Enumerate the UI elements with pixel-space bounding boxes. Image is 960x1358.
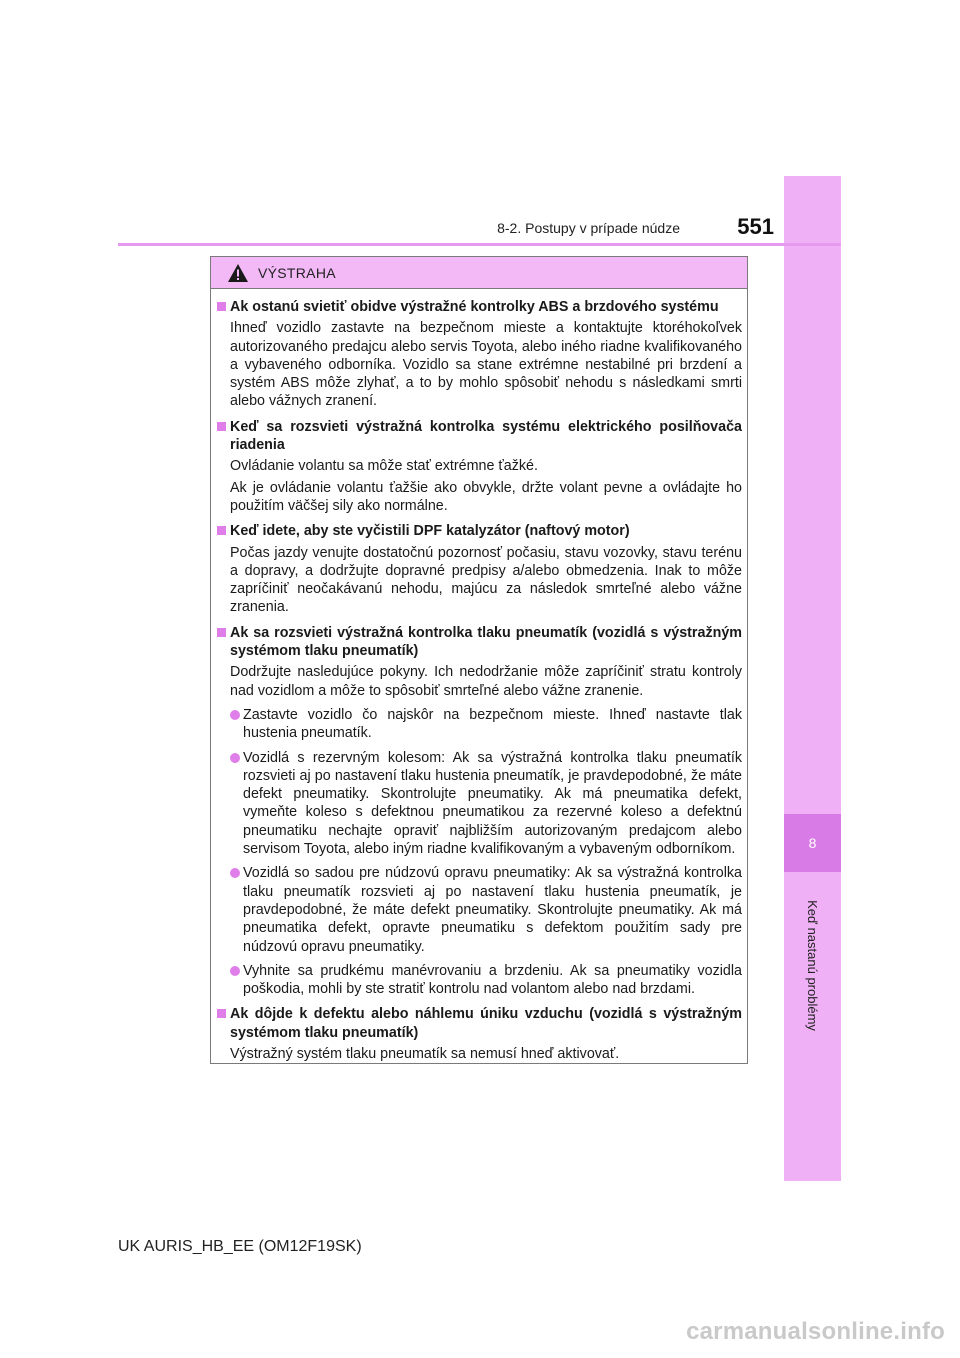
chapter-number-tab[interactable]: 8 bbox=[784, 814, 841, 872]
bullet-item bbox=[217, 864, 742, 955]
warning-section bbox=[217, 418, 742, 515]
circle-bullet-icon bbox=[230, 710, 240, 720]
warning-header bbox=[211, 257, 747, 289]
document-code: UK AURIS_HB_EE (OM12F19SK) bbox=[118, 1238, 362, 1255]
circle-bullet-icon bbox=[230, 753, 240, 763]
bullet-item bbox=[217, 706, 742, 743]
page-number: 551 bbox=[737, 214, 774, 239]
bullet-item bbox=[217, 962, 742, 999]
warning-section bbox=[217, 298, 742, 411]
header-rule bbox=[118, 243, 841, 246]
section-title bbox=[217, 298, 742, 316]
section-paragraph: Ihneď vozidlo zastavte na bezpečnom mieste a kontaktujte ktoréhokoľvek autorizovaného predajcu alebo servis Toyota, alebo iného riadne kvalifikovaného a vybaveného odborníka. Vozidlo sa stane extrémne nestabilné pri brzdení a systém ABS môže zlyhať, a to by mohlo spôsobiť nehodu s následkami smrti alebo vážnych zranení. bbox=[230, 320, 742, 410]
watermark: carmanualsonline.info bbox=[686, 1318, 945, 1345]
section-title-text: Ak ostanú svietiť obidve výstražné kontrolky ABS a brzdového systému bbox=[230, 299, 719, 315]
warning-section bbox=[217, 624, 742, 999]
square-bullet-icon bbox=[217, 1009, 226, 1018]
square-bullet-icon bbox=[217, 422, 226, 431]
header-section-title: 8-2. Postupy v prípade núdze bbox=[497, 220, 680, 236]
section-title bbox=[217, 522, 742, 540]
bullet-text: Vyhnite sa prudkému manévrovaniu a brzdeniu. Ak sa pneumatiky vozidla poškodia, mohli by ste stratiť kontrolu nad volantom alebo nad brzdami. bbox=[243, 962, 742, 998]
section-title-text: Keď idete, aby ste vyčistili DPF katalyzátor (naftový motor) bbox=[230, 523, 630, 540]
bullet-text: Vozidlá s rezervným kolesom: Ak sa výstražná kontrolka tlaku pneumatík rozsvieti aj po nastavení tlaku hustenia pneumatík, je pravdepodobné, že máte defekt pneumatiky. Skontrolujte pneumatiky. Ak má pneumatika defekt, vymeňte koleso s defektnou pneumatikou za rezervné koleso a defektnú pneumatiku nechajte opraviť najbližším autorizovaným predajcom alebo servisom Toyota, alebo iným riadne kvalifikovaným a vybaveným odborníkom. bbox=[243, 749, 742, 858]
chapter-title-tab bbox=[784, 880, 841, 1050]
warning-triangle-icon bbox=[227, 263, 249, 283]
section-title-text: Ak sa rozsvieti výstražná kontrolka tlaku pneumatík (vozidlá s výstražným systémom tlaku pneumatík) bbox=[230, 624, 742, 660]
section-title bbox=[217, 418, 742, 455]
section-title-text: Ak dôjde k defektu alebo náhlemu úniku vzduchu (vozidlá s výstražným systémom tlaku pneumatík) bbox=[230, 1006, 742, 1041]
section-paragraph: Výstražný systém tlaku pneumatík sa nemusí hneď aktivovať. bbox=[230, 1045, 620, 1062]
square-bullet-icon bbox=[217, 628, 226, 637]
warning-box bbox=[210, 256, 748, 1064]
bullet-text: Vozidlá so sadou pre núdzovú opravu pneumatiky: Ak sa výstražná kontrolka tlaku pneumatík rozsvieti aj po nastavení tlaku hustenia pneumatík, je pravdepodobné, že máte defekt pneumatiky. Skontrolujte pneumatiky. Ak má pneumatika defekt, opravte pneumatiku s defektom použitím sady pre núdzovú opravu pneumatiky. bbox=[243, 865, 742, 955]
circle-bullet-icon bbox=[230, 966, 240, 976]
chapter-title: Keď nastanú problémy bbox=[805, 899, 821, 1031]
bullet-item bbox=[217, 749, 742, 859]
warning-body bbox=[211, 289, 747, 1063]
section-paragraph: Počas jazdy venujte dostatočnú pozornosť počasiu, stavu vozovky, stavu terénu a dopravy, a dodržujte dopravné predpisy a/alebo obmedzenia. Inak to môže zapríčiniť neočakávanú nehodu, majúcu za následok smrteľné alebo vážne zranenia. bbox=[230, 544, 742, 616]
square-bullet-icon bbox=[217, 526, 226, 535]
warning-section bbox=[217, 1005, 742, 1063]
section-title bbox=[217, 1005, 742, 1042]
section-title bbox=[217, 624, 742, 661]
section-title-text: Keď sa rozsvieti výstražná kontrolka systému elektrického posilňovača riadenia bbox=[230, 418, 742, 454]
circle-bullet-icon bbox=[230, 868, 240, 878]
section-paragraph: Ak je ovládanie volantu ťažšie ako obvykle, držte volant pevne a ovládajte ho použitím väčšej sily ako normálne. bbox=[230, 479, 742, 514]
section-paragraph: Dodržujte nasledujúce pokyny. Ich nedodržanie môže zapríčiniť stratu kontroly nad vozidlom a môže to spôsobiť smrteľné alebo vážne zranenie. bbox=[230, 664, 742, 699]
section-paragraph: Ovládanie volantu sa môže stať extrémne ťažké. bbox=[230, 458, 538, 475]
warning-label: VÝSTRAHA bbox=[258, 264, 336, 281]
warning-section bbox=[217, 522, 742, 616]
square-bullet-icon bbox=[217, 302, 226, 311]
bullet-text: Zastavte vozidlo čo najskôr na bezpečnom mieste. Ihneď nastavte tlak hustenia pneumatík. bbox=[243, 706, 742, 742]
